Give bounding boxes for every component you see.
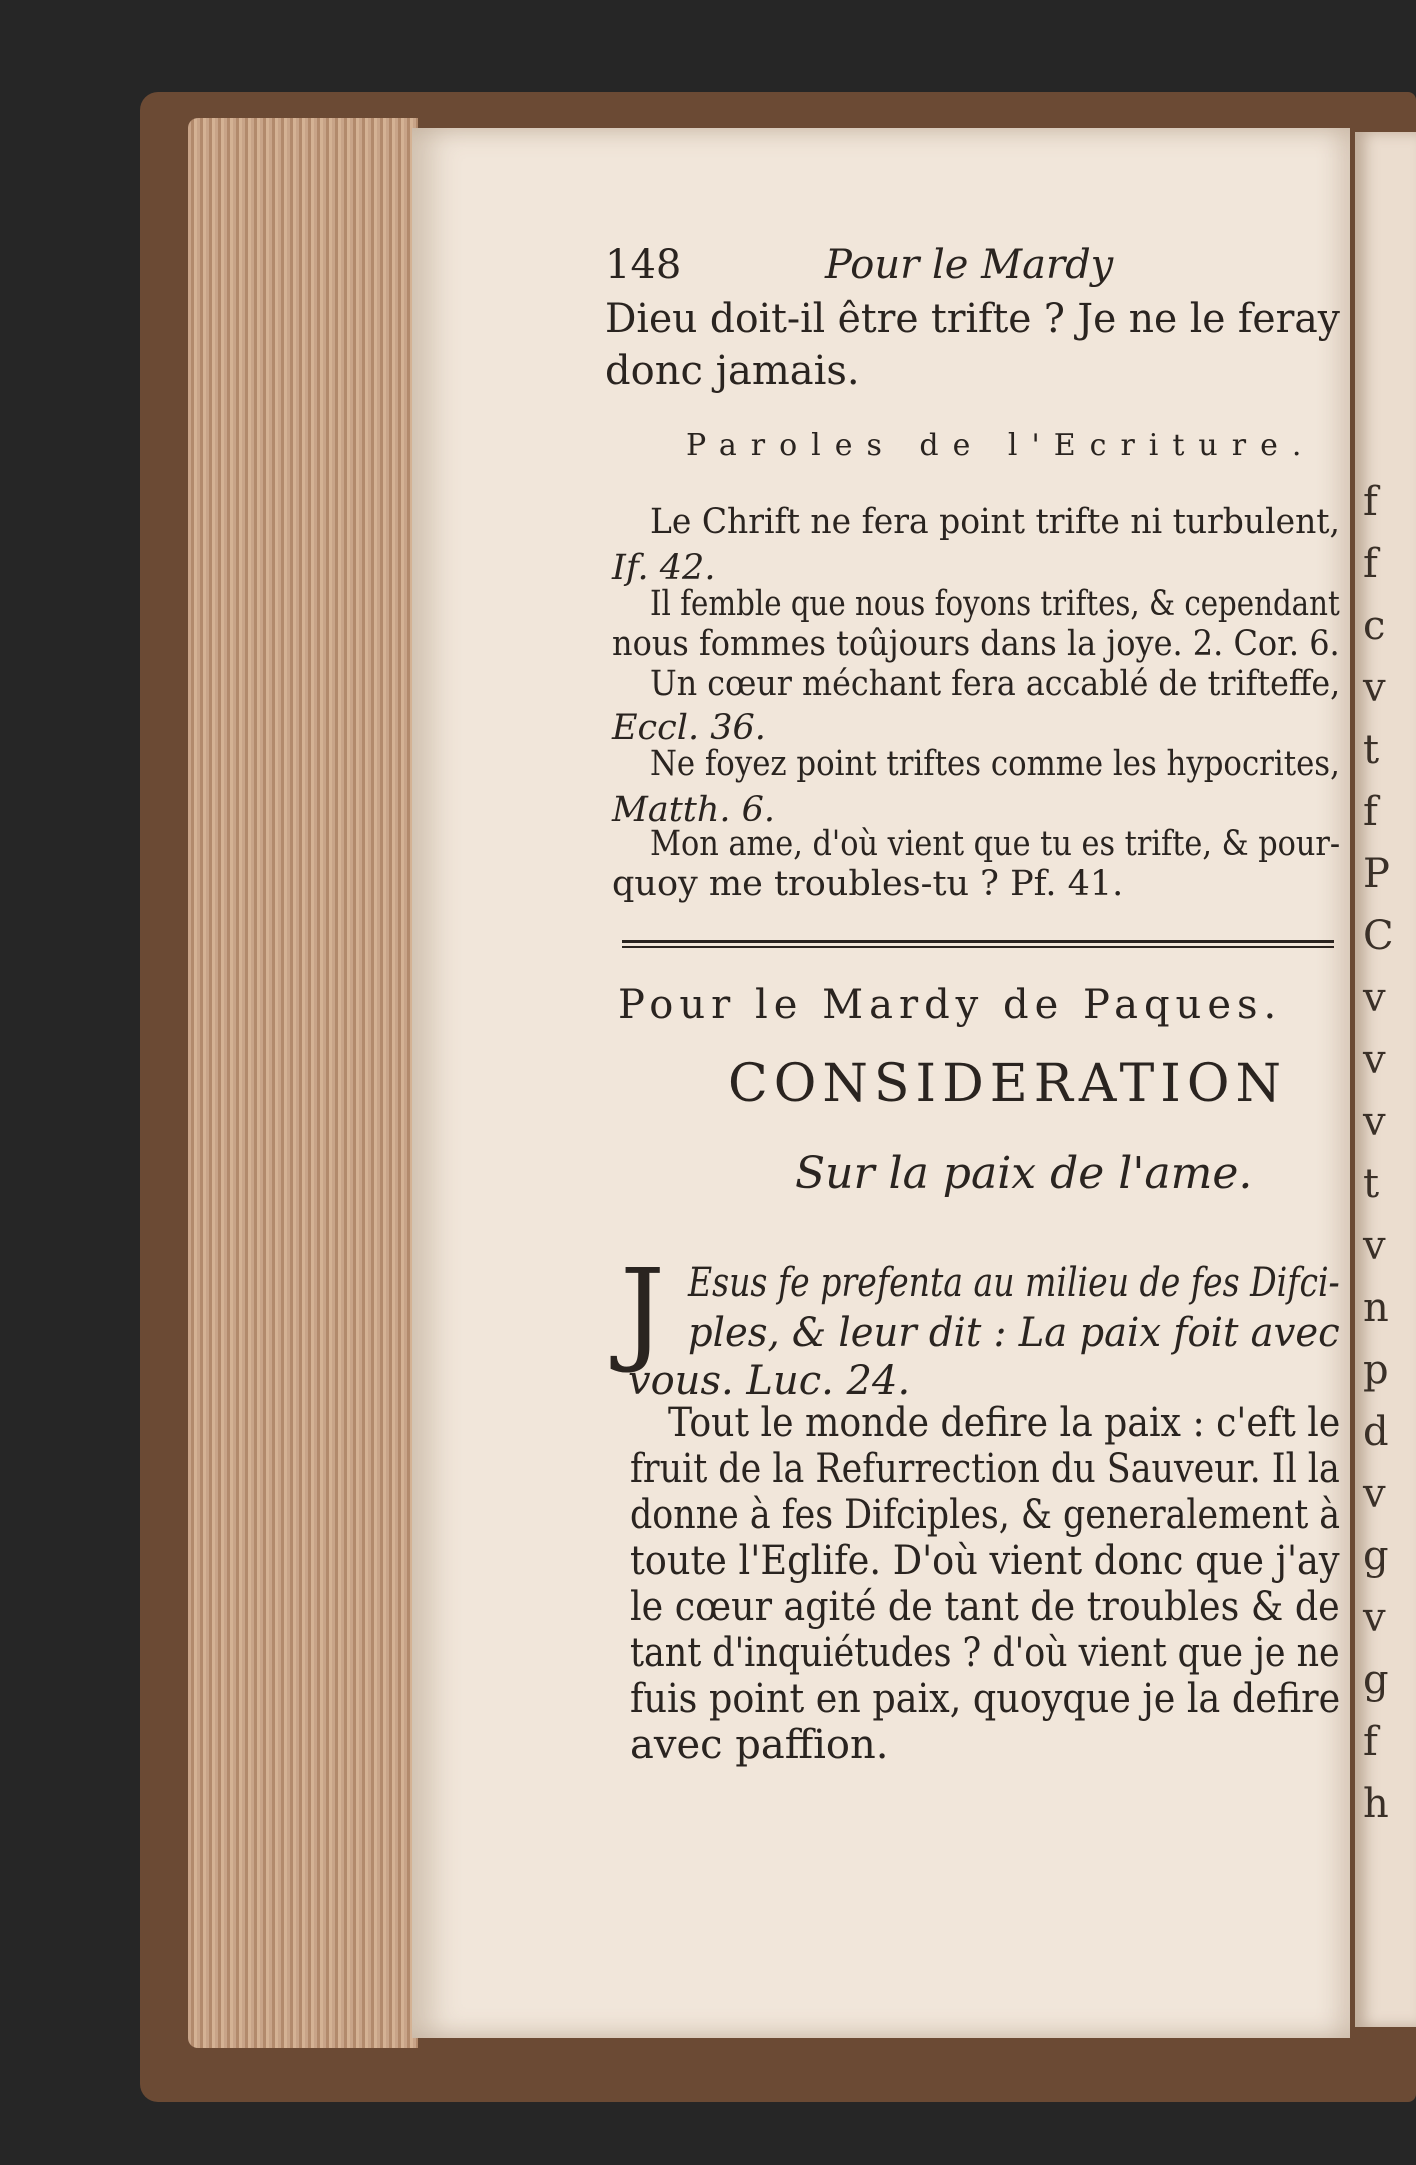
facing-page-letter: g: [1363, 1533, 1389, 1579]
facing-page-letter: f: [1363, 479, 1378, 525]
opening-line: vous. Luc. 24.: [628, 1358, 911, 1404]
facing-page-letter: f: [1363, 1719, 1378, 1765]
scripture-line: Un cœur méchant fera accablé de trifteffe,: [650, 664, 1341, 704]
chapter-heading: Pour le Mardy de Paques.: [618, 982, 1283, 1028]
page-edges: [188, 118, 418, 2048]
body-line: fuis point en paix, quoyque je la defire: [630, 1676, 1341, 1722]
page-number: 148: [605, 242, 682, 288]
scripture-line: Ne foyez point triftes comme les hypocrites,: [650, 744, 1340, 784]
body-line: fruit de la Refurrection du Sauveur. Il la: [630, 1446, 1340, 1492]
facing-page-letter: f: [1363, 789, 1378, 835]
facing-page-letter: p: [1363, 1347, 1389, 1393]
intro-line: Dieu doit-il être trifte ? Je ne le feray: [605, 296, 1340, 342]
scripture-line: nous fommes toûjours dans la joye. 2. Cor. 6.: [612, 624, 1340, 664]
body-line: le cœur agité de tant de troubles & de: [630, 1584, 1340, 1630]
running-title: Pour le Mardy: [825, 242, 1114, 288]
facing-page-letter: v: [1363, 1471, 1386, 1517]
facing-page-letter: n: [1363, 1285, 1389, 1331]
facing-page-letter: v: [1363, 665, 1386, 711]
scripture-line: quoy me troubles-tu ? Pf. 41.: [612, 864, 1124, 904]
facing-page-letter: v: [1363, 1037, 1386, 1083]
body-line: tant d'inquiétudes ? d'où vient que je ne: [630, 1630, 1340, 1676]
body-line: avec paffion.: [630, 1722, 889, 1768]
facing-page-letter: v: [1363, 1595, 1386, 1641]
scripture-reference: Eccl. 36.: [612, 708, 766, 748]
consideration-subtitle: Sur la paix de l'ame.: [795, 1148, 1253, 1199]
body-line: toute l'Eglife. D'où vient donc que j'ay: [630, 1538, 1340, 1584]
facing-page-letter: c: [1363, 603, 1386, 649]
body-line: donne à fes Difciples, & generalement à: [630, 1492, 1341, 1538]
body-line: Tout le monde defire la paix : c'eft le: [668, 1400, 1341, 1446]
facing-page-letter: v: [1363, 1099, 1386, 1145]
section-rule: [622, 940, 1334, 948]
facing-page-letter: v: [1363, 1223, 1386, 1269]
scripture-reference: If. 42.: [612, 548, 716, 588]
facing-page-letter: v: [1363, 975, 1386, 1021]
facing-page-letter: t: [1363, 727, 1380, 773]
facing-page-letter: P: [1363, 851, 1390, 897]
facing-page-letter: C: [1363, 913, 1394, 959]
drop-cap: J: [620, 1246, 665, 1376]
intro-line: donc jamais.: [605, 348, 860, 394]
facing-page-edge: [1355, 132, 1416, 2027]
facing-page-letter: d: [1363, 1409, 1389, 1455]
opening-line: Esus fe prefenta au milieu de fes Difci-: [688, 1260, 1340, 1306]
facing-page-letter: g: [1363, 1657, 1389, 1703]
facing-page-letter: f: [1363, 541, 1378, 587]
facing-page-letter: h: [1363, 1781, 1389, 1827]
opening-line: ples, & leur dit : La paix foit avec: [688, 1310, 1340, 1356]
scripture-line: Le Chrift ne fera point trifte ni turbulent,: [650, 502, 1341, 542]
section-heading: Paroles de l'Ecriture.: [686, 428, 1316, 463]
scripture-line: Il femble que nous foyons triftes, & cependant: [650, 584, 1340, 624]
consideration-title: CONSIDERATION: [728, 1054, 1287, 1114]
scripture-reference: Matth. 6.: [612, 790, 776, 830]
scripture-line: Mon ame, d'où vient que tu es trifte, & pour-: [650, 824, 1341, 864]
facing-page-letter: t: [1363, 1161, 1380, 1207]
